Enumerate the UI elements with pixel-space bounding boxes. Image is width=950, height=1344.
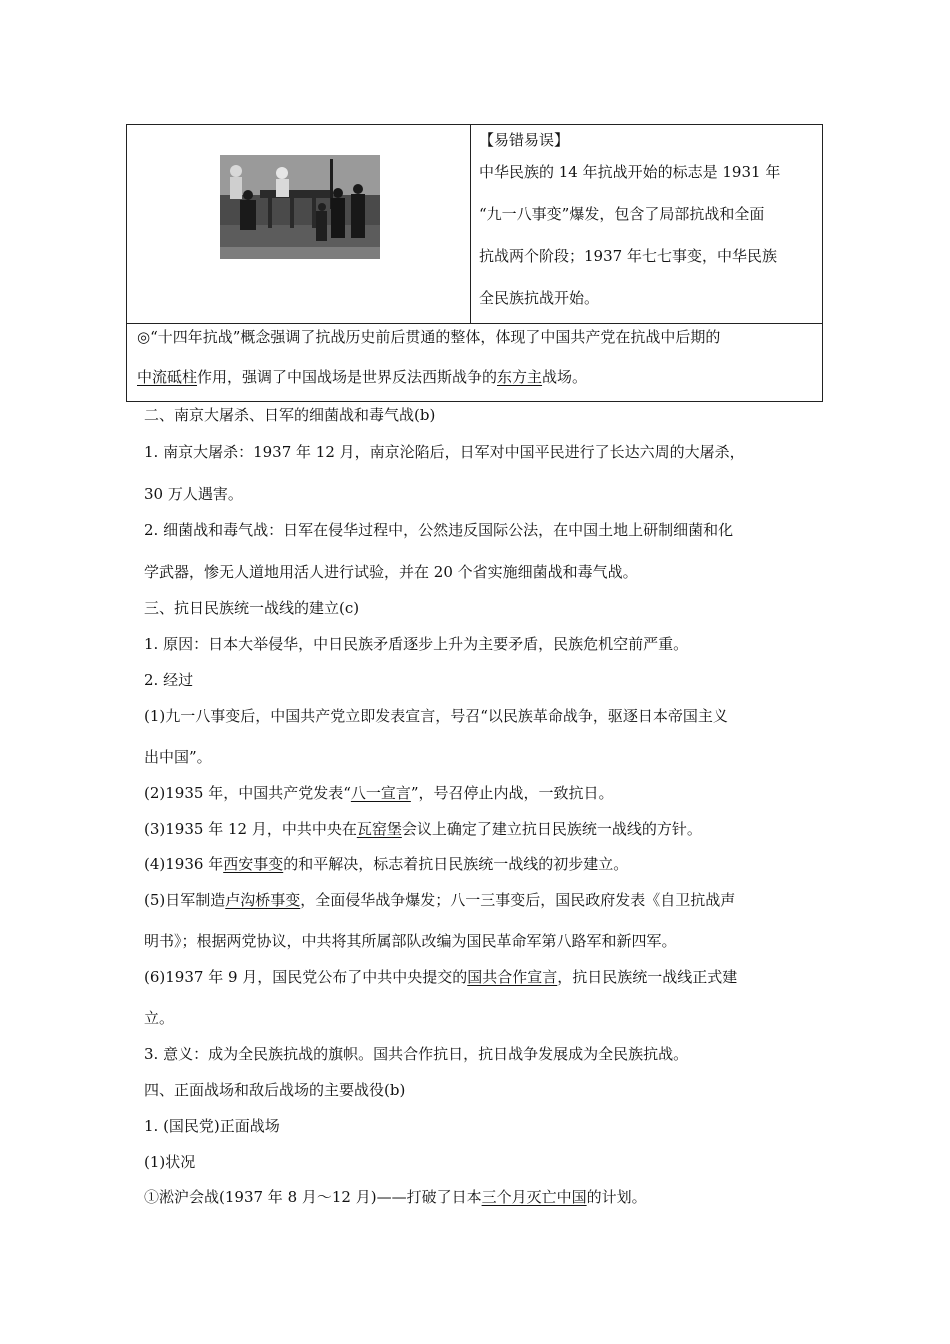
answer-blank: 八一宣言	[350, 784, 411, 802]
error-tip-line: 抗战两个阶段；1937 年七七事变，中华民族	[479, 247, 777, 265]
answer-blank: 中流砥柱	[137, 368, 198, 386]
error-tip-heading: 【易错易误】	[479, 131, 570, 149]
note-line: ◎“十四年抗战”概念强调了抗战历史前后贯通的整体，体现了中国共产党在抗战中后期的	[137, 328, 721, 346]
answer-blank: 西安事变	[223, 855, 284, 873]
info-table	[126, 124, 823, 402]
answer-blank: 国共合作宣言	[467, 968, 558, 986]
paragraph-line: 3. 意义：成为全民族抗战的旗帜。国共合作抗日，抗日战争发展成为全民族抗战。	[144, 1045, 689, 1063]
answer-blank: 卢沟桥事变	[225, 891, 301, 909]
paragraph-line: 1. 南京大屠杀：1937 年 12 月，南京沦陷后，日军对中国平民进行了长达六周的大屠杀，	[144, 443, 745, 461]
error-tip-line: “九一八事变”爆发，包含了局部抗战和全面	[479, 205, 765, 223]
paragraph-line: ①淞沪会战(1937 年 8 月～12 月)——打破了日本三个月灭亡中国的计划。	[144, 1188, 647, 1206]
paragraph-line: (2)1935 年，中国共产党发表“八一宣言”，号召停止内战，一致抗日。	[144, 784, 614, 802]
table-divider	[470, 125, 471, 323]
section-heading: 四、正面战场和敌后战场的主要战役(b)	[144, 1081, 406, 1099]
paragraph-line: 出中国”。	[144, 748, 212, 766]
paragraph-line: 明书》；根据两党协议，中共将其所属部队改编为国民革命军第八路军和新四军。	[144, 932, 677, 950]
note-line: 中流砥柱作用，强调了中国战场是世界反法西斯战争的东方主战场。	[137, 368, 588, 386]
historical-photo	[220, 155, 380, 259]
answer-blank: 东方主	[497, 368, 543, 386]
paragraph-line: 2. 细菌战和毒气战：日军在侵华过程中，公然违反国际公法，在中国土地上研制细菌和化	[144, 521, 734, 539]
answer-blank: 三个月灭亡中国	[481, 1188, 587, 1206]
paragraph-line: 立。	[144, 1009, 175, 1027]
table-divider	[127, 323, 822, 324]
paragraph-line: (1)状况	[144, 1153, 196, 1171]
paragraph-line: (6)1937 年 9 月，国民党公布了中共中央提交的国共合作宣言，抗日民族统一战线正式建	[144, 968, 738, 986]
paragraph-line: 学武器，惨无人道地用活人进行试验，并在 20 个省实施细菌战和毒气战。	[144, 563, 638, 581]
paragraph-line: (3)1935 年 12 月，中共中央在瓦窑堡会议上确定了建立抗日民族统一战线的方针。	[144, 820, 702, 838]
paragraph-line: (5)日军制造卢沟桥事变，全面侵华战争爆发；八一三事变后，国民政府发表《自卫抗战声	[144, 891, 736, 909]
error-tip-line: 全民族抗战开始。	[479, 289, 600, 307]
answer-blank: 瓦窑堡	[356, 820, 402, 838]
error-tip-line: 中华民族的 14 年抗战开始的标志是 1931 年	[479, 163, 781, 181]
paragraph-line: 2. 经过	[144, 671, 194, 689]
paragraph-line: 1. (国民党)正面战场	[144, 1117, 280, 1135]
paragraph-line: 1. 原因：日本大举侵华，中日民族矛盾逐步上升为主要矛盾，民族危机空前严重。	[144, 635, 689, 653]
section-heading: 二、南京大屠杀、日军的细菌战和毒气战(b)	[144, 406, 436, 424]
paragraph-line: (1)九一八事变后，中国共产党立即发表宣言，号召“以民族革命战争，驱逐日本帝国主义	[144, 707, 728, 725]
section-heading: 三、抗日民族统一战线的建立(c)	[144, 599, 360, 617]
paragraph-line: 30 万人遇害。	[144, 485, 243, 503]
paragraph-line: (4)1936 年西安事变的和平解决，标志着抗日民族统一战线的初步建立。	[144, 855, 629, 873]
